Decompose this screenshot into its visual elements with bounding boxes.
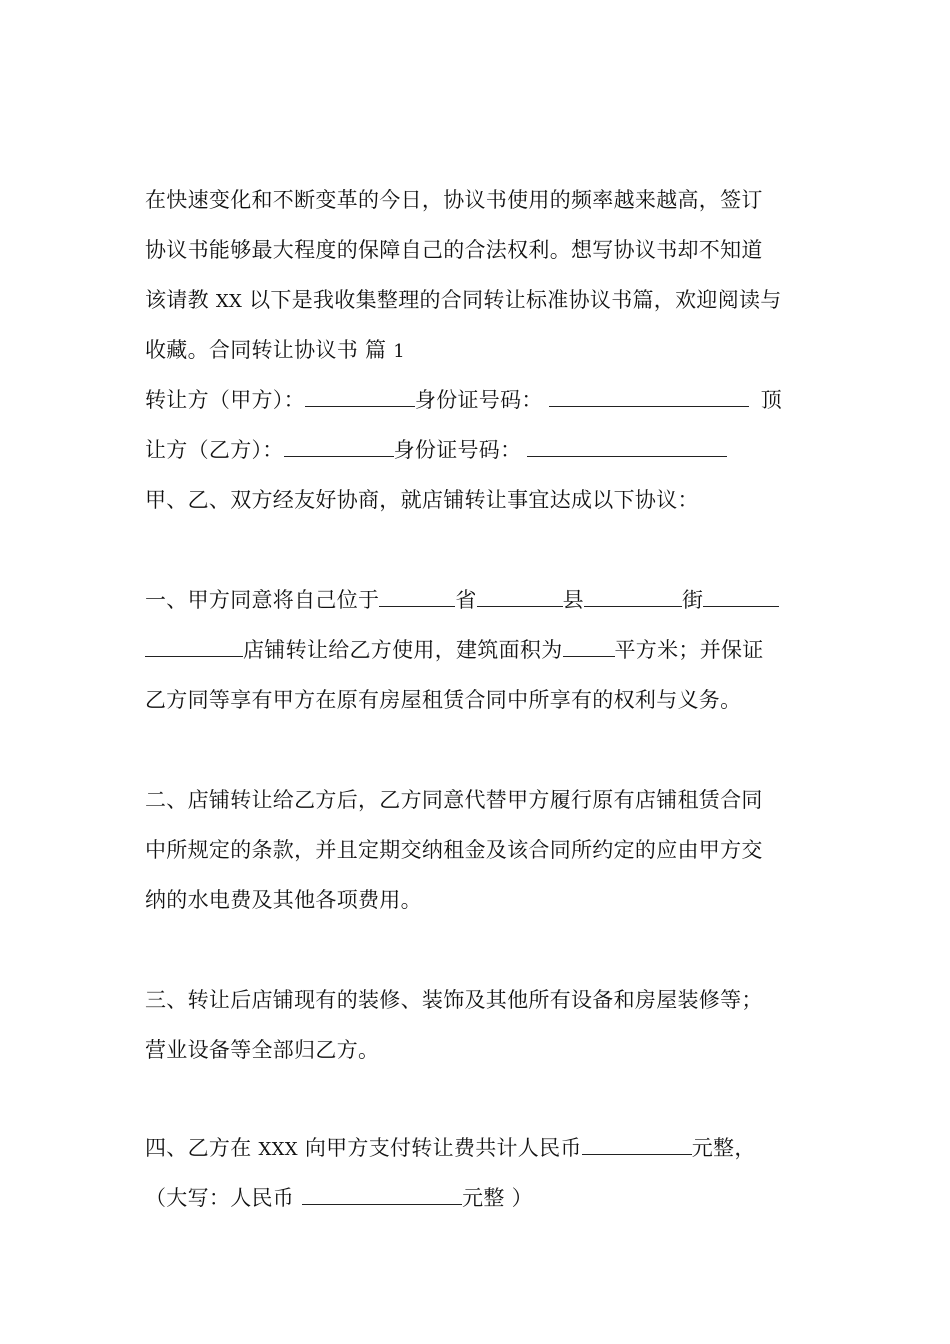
- intro-text-1: 在快速变化和不断变革的今日，协议书使用的频率越来越高，签订: [145, 188, 763, 212]
- address-blank-b[interactable]: [145, 636, 243, 657]
- intro-line-4: [145, 335, 405, 367]
- clause-2-line-3: [145, 885, 422, 915]
- clause-4-line-1: [145, 1133, 756, 1165]
- preamble-text: 甲、乙、双方经友好协商，就店铺转让事宜达成以下协议：: [145, 488, 699, 512]
- transferee-id-blank[interactable]: [527, 436, 727, 457]
- transferee-name-blank[interactable]: [284, 436, 394, 457]
- clause-3-text-2: 营业设备等全部归乙方。: [145, 1038, 380, 1062]
- intro-line-1: [145, 185, 763, 215]
- clause-4-text-2a: （大写：人民币: [145, 1186, 295, 1210]
- transferor-id-blank[interactable]: [549, 386, 749, 407]
- clause-4-placeholder-xxx: XXX: [258, 1139, 298, 1160]
- county-label: 县: [562, 588, 584, 612]
- intro-text-4: 收藏。合同转让协议书 篇: [145, 338, 387, 362]
- clause-4-text-1c: 元整，: [691, 1136, 756, 1160]
- intro-text-2: 协议书能够最大程度的保障自己的合法权利。想写协议书却不知道: [145, 238, 763, 262]
- clause-1-line-2: [145, 635, 764, 665]
- clause-1-text-2b: 平方米；并保证: [614, 638, 764, 662]
- transferee-label: 让方（乙方）：: [145, 438, 284, 462]
- clause-1-prefix: 一、甲方同意将自己位于: [145, 588, 380, 612]
- clause-3-text-1: 三、转让后店铺现有的装修、装饰及其他所有设备和房屋装修等；: [145, 988, 763, 1012]
- preamble-line: [145, 485, 699, 515]
- intro-text-3a: 该请教: [145, 288, 209, 312]
- clause-2-line-1: [145, 785, 763, 815]
- transferor-line: [145, 385, 782, 415]
- clause-1-text-2a: 店铺转让给乙方使用，建筑面积为: [243, 638, 563, 662]
- province-label: 省: [455, 588, 477, 612]
- clause-1-line-3: [145, 685, 741, 715]
- street-label: 街: [681, 588, 704, 612]
- intro-line-2: [145, 235, 763, 265]
- clause-2-text-2: 中所规定的条款，并且定期交纳租金及该合同所约定的应由甲方交: [145, 838, 763, 862]
- intro-text-3b: 以下是我收集整理的合同转让标准协议书篇，欢迎阅读与: [249, 288, 782, 312]
- transferor-name-blank[interactable]: [305, 386, 415, 407]
- transferor-label: 转让方（甲方）：: [145, 388, 305, 412]
- intro-line-3: [145, 285, 782, 317]
- clause-4-text-2b: 元整 ）: [462, 1186, 533, 1210]
- transfer-fee-blank[interactable]: [582, 1134, 692, 1155]
- intro-article-number: 1: [393, 341, 406, 362]
- clause-1-line-1: [145, 585, 779, 615]
- address-blank-a[interactable]: [703, 586, 779, 607]
- clause-3-line-1: [145, 985, 763, 1015]
- clause-2-text-3: 纳的水电费及其他各项费用。: [145, 888, 422, 912]
- transferor-id-label: 身份证号码：: [414, 388, 543, 412]
- intro-placeholder-xx: XX: [215, 291, 243, 312]
- area-blank[interactable]: [563, 636, 615, 657]
- clause-4-text-1b: 向甲方支付转让费共计人民币: [304, 1136, 582, 1160]
- street-blank[interactable]: [584, 586, 682, 607]
- clause-4-line-2: [145, 1183, 533, 1213]
- clause-1-text-3: 乙方同等享有甲方在原有房屋租赁合同中所享有的权利与义务。: [145, 688, 742, 712]
- clause-3-line-2: [145, 1035, 379, 1065]
- clause-2-line-2: [145, 835, 763, 865]
- transferee-id-label: 身份证号码：: [393, 438, 522, 462]
- clause-4-text-1a: 四、乙方在: [145, 1136, 252, 1160]
- province-blank[interactable]: [379, 586, 455, 607]
- transferee-label-start: 顶: [760, 388, 783, 412]
- clause-2-text-1: 二、店铺转让给乙方后，乙方同意代替甲方履行原有店铺租赁合同: [145, 788, 763, 812]
- transferee-line: [145, 435, 727, 465]
- county-blank[interactable]: [477, 586, 563, 607]
- transfer-fee-words-blank[interactable]: [302, 1184, 462, 1205]
